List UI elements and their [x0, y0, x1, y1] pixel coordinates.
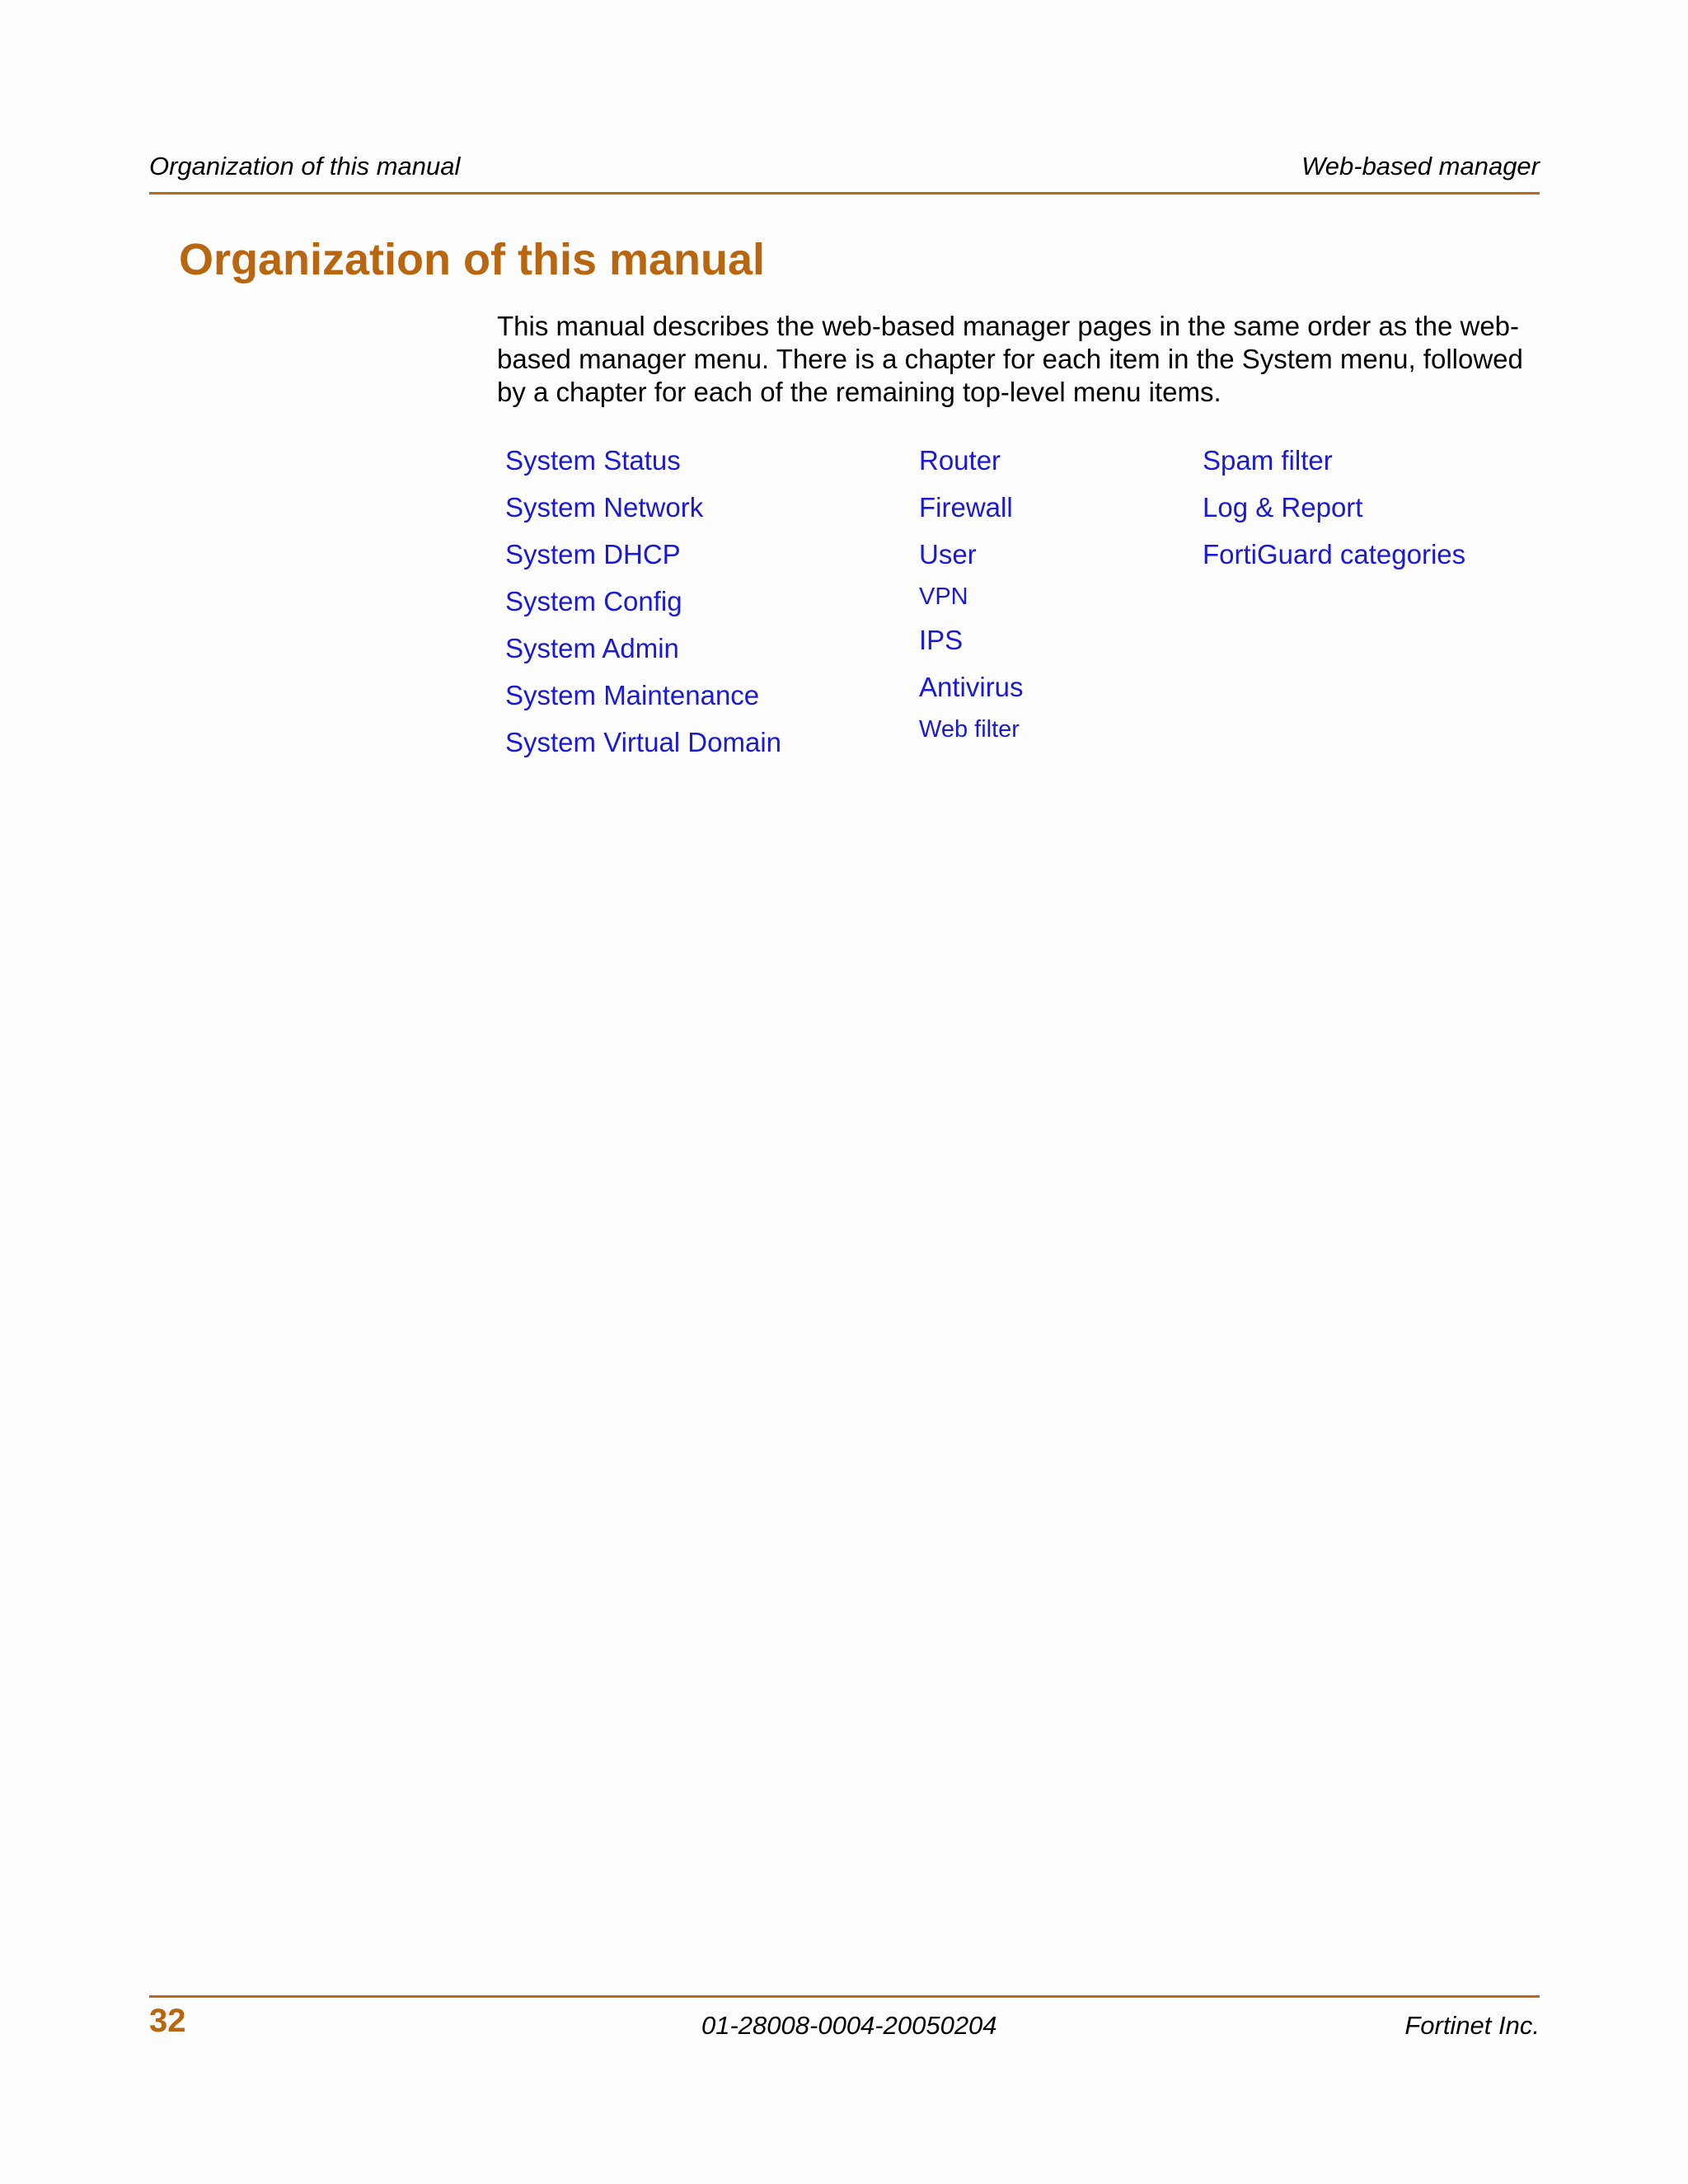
header-book-title: Web-based manager [1301, 152, 1540, 180]
running-header [149, 148, 1540, 188]
page-number: 32 [149, 2003, 186, 2039]
link-system-dhcp[interactable]: System DHCP [505, 539, 681, 569]
link-fortiguard-categories[interactable]: FortiGuard categories [1203, 539, 1466, 569]
link-log-report[interactable]: Log & Report [1203, 492, 1363, 523]
link-system-network[interactable]: System Network [505, 492, 704, 523]
link-spam-filter[interactable]: Spam filter [1203, 445, 1333, 476]
link-system-admin[interactable]: System Admin [505, 633, 679, 663]
link-system-config[interactable]: System Config [505, 586, 682, 616]
link-system-virtual-domain[interactable]: System Virtual Domain [505, 727, 782, 757]
link-column-system [505, 437, 781, 766]
link-column-features [919, 437, 1024, 749]
link-column-services [1203, 437, 1465, 578]
link-system-maintenance[interactable]: System Maintenance [505, 680, 760, 710]
link-web-filter[interactable]: Web filter [919, 716, 1020, 743]
link-system-status[interactable]: System Status [505, 445, 681, 476]
link-ips[interactable]: IPS [919, 625, 964, 655]
header-chapter-title: Organization of this manual [149, 152, 461, 180]
link-antivirus[interactable]: Antivirus [919, 672, 1024, 702]
link-user[interactable]: User [919, 539, 977, 569]
link-vpn[interactable]: VPN [919, 583, 968, 610]
section-title: Organization of this manual [179, 235, 766, 284]
document-id: 01-28008-0004-20050204 [701, 2011, 997, 2040]
header-rule [149, 192, 1540, 194]
company-name: Fortinet Inc. [1404, 2011, 1540, 2040]
link-firewall[interactable]: Firewall [919, 492, 1013, 523]
footer-rule [149, 1995, 1540, 1998]
page-footer [149, 2003, 1540, 2049]
intro-paragraph: This manual describes the web-based manager pages in the same order as the web-based manager menu. There is a chapter for each item in the System menu, followed by a chapter for each of the remaining top-level menu items. [497, 311, 1523, 407]
link-router[interactable]: Router [919, 445, 1001, 476]
